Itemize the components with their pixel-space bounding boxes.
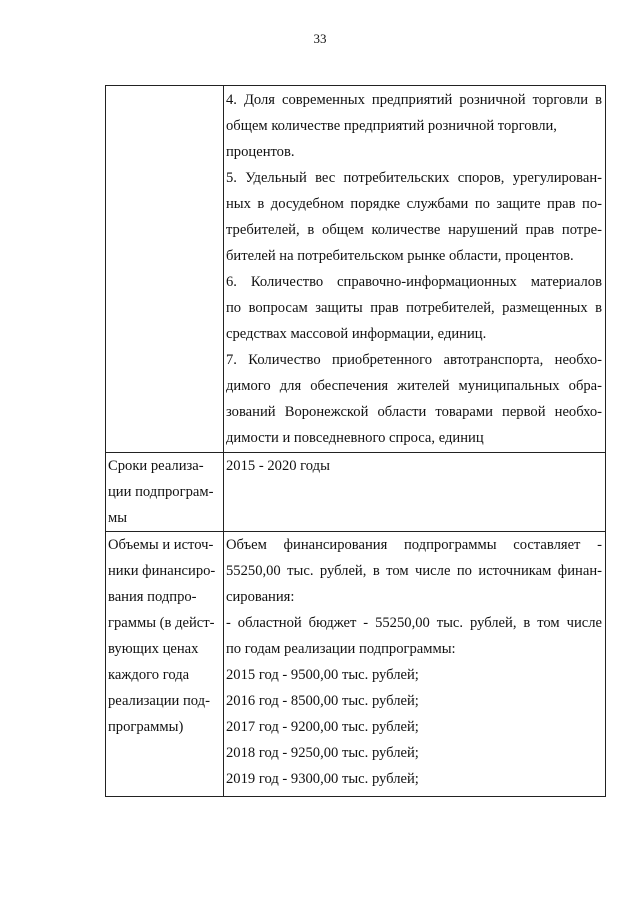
text-line: Объем финансирования подпрограммы составляет - bbox=[226, 537, 602, 553]
text-line: 2018 год - 9250,00 тыс. рублей; bbox=[226, 745, 419, 761]
text-line: 5. Удельный вес потребительских споров, урегулирован- bbox=[226, 170, 602, 186]
funding-label-line: вания подпро- bbox=[108, 589, 197, 605]
text-line: 2015 год - 9500,00 тыс. рублей; bbox=[226, 667, 419, 683]
text-line: 2017 год - 9200,00 тыс. рублей; bbox=[226, 719, 419, 735]
terms-value-cell bbox=[224, 453, 606, 532]
terms-label-line: мы bbox=[108, 510, 128, 526]
funding-label-line: реализации под- bbox=[108, 693, 210, 709]
text-line: ных в досудебном порядке службами по защите прав по- bbox=[226, 196, 602, 212]
text-line: димости и повседневного спроса, единиц bbox=[226, 430, 484, 446]
funding-label-cell bbox=[106, 532, 224, 797]
funding-label-line: ники финансиро- bbox=[108, 563, 216, 579]
text-line: 55250,00 тыс. рублей, в том числе по источникам финан- bbox=[226, 563, 602, 579]
text-line: по годам реализации подпрограммы: bbox=[226, 641, 456, 657]
funding-lines bbox=[224, 532, 605, 792]
terms-label-line: Сроки реализа- bbox=[108, 458, 204, 474]
page-number: 33 bbox=[313, 31, 327, 46]
text-line: процентов. bbox=[226, 144, 295, 160]
text-line: требителей, в общем количестве нарушений прав потре- bbox=[226, 222, 602, 238]
text-line: - областной бюджет - 55250,00 тыс. рублей, в том числе bbox=[226, 615, 602, 631]
subprogram-passport-table bbox=[105, 85, 606, 797]
terms-row bbox=[106, 453, 606, 532]
funding-label-line: граммы (в дейст- bbox=[108, 615, 215, 631]
terms-label-cell bbox=[106, 453, 224, 532]
indicators-value-cell bbox=[224, 86, 606, 453]
indicators-row bbox=[106, 86, 606, 453]
text-line: 6. Количество справочно-информационных материалов bbox=[226, 274, 602, 290]
terms-value: 2015 - 2020 годы bbox=[226, 458, 330, 474]
text-line: по вопросам защиты прав потребителей, размещенных в bbox=[226, 300, 602, 316]
text-line: 4. Доля современных предприятий розничной торговли в bbox=[226, 92, 602, 108]
funding-value-cell bbox=[224, 532, 606, 797]
text-line: 7. Количество приобретенного автотранспорта, необхо- bbox=[226, 352, 602, 368]
indicators-lines bbox=[224, 87, 605, 451]
text-line: зований Воронежской области товарами первой необхо- bbox=[226, 404, 602, 420]
text-line: 2016 год - 8500,00 тыс. рублей; bbox=[226, 693, 419, 709]
text-line: сирования: bbox=[226, 589, 295, 605]
funding-label-line: программы) bbox=[108, 719, 184, 735]
funding-label-line: вующих ценах bbox=[108, 641, 199, 657]
text-line: бителей на потребительском рынке области, процентов. bbox=[226, 248, 574, 264]
funding-label-line: Объемы и источ- bbox=[108, 537, 214, 553]
funding-label-line: каждого года bbox=[108, 667, 190, 683]
text-line: общем количестве предприятий розничной торговли, bbox=[226, 118, 557, 134]
terms-label-line: ции подпрограм- bbox=[108, 484, 214, 500]
indicators-label-cell bbox=[106, 86, 224, 453]
funding-row bbox=[106, 532, 606, 797]
text-line: 2019 год - 9300,00 тыс. рублей; bbox=[226, 771, 419, 787]
text-line: средствах массовой информации, единиц. bbox=[226, 326, 487, 342]
text-line: димого для обеспечения жителей муниципальных обра- bbox=[226, 378, 602, 394]
